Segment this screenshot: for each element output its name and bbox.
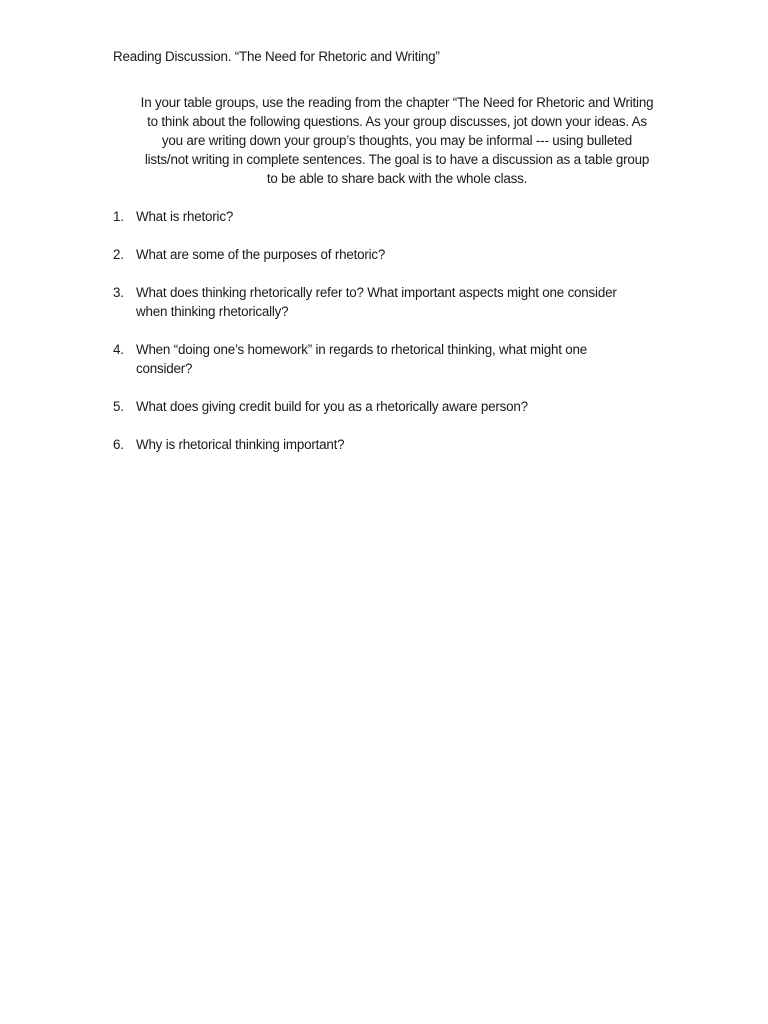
instructions-line: to be able to share back with the whole class.: [266, 171, 528, 186]
question-text: What does giving credit build for you as a rhetorically aware person?: [136, 399, 528, 414]
question-item: [113, 340, 683, 378]
question-number: 3.: [113, 285, 124, 300]
question-list: [113, 207, 683, 473]
question-item: [113, 435, 683, 454]
question-number: 2.: [113, 247, 124, 262]
question-item: [113, 397, 683, 416]
question-text: Why is rhetorical thinking important?: [136, 437, 345, 452]
instructions-paragraph: [112, 93, 682, 188]
question-text-continued: when thinking rhetorically?: [136, 304, 289, 319]
instructions-line: lists/not writing in complete sentences. The goal is to have a discussion as a table group: [144, 152, 650, 167]
question-text: What is rhetoric?: [136, 209, 234, 224]
question-number: 1.: [113, 209, 124, 224]
question-item: [113, 283, 683, 321]
question-text: When “doing one’s homework” in regards to rhetorical thinking, what might one: [136, 342, 588, 357]
document-title: Reading Discussion. “The Need for Rhetoric and Writing”: [113, 49, 440, 64]
question-text: What does thinking rhetorically refer to? What important aspects might one consider: [136, 285, 617, 300]
question-number: 6.: [113, 437, 124, 452]
question-text: What are some of the purposes of rhetoric?: [136, 247, 386, 262]
instructions-line: to think about the following questions. As your group discusses, jot down your ideas. As: [147, 114, 647, 129]
question-item: [113, 245, 683, 264]
question-number: 4.: [113, 342, 124, 357]
question-text-continued: consider?: [136, 361, 193, 376]
question-number: 5.: [113, 399, 124, 414]
instructions-line: In your table groups, use the reading from the chapter “The Need for Rhetoric and Writing: [140, 95, 654, 110]
question-item: [113, 207, 683, 226]
instructions-line: you are writing down your group’s thoughts, you may be informal --- using bulleted: [161, 133, 633, 148]
